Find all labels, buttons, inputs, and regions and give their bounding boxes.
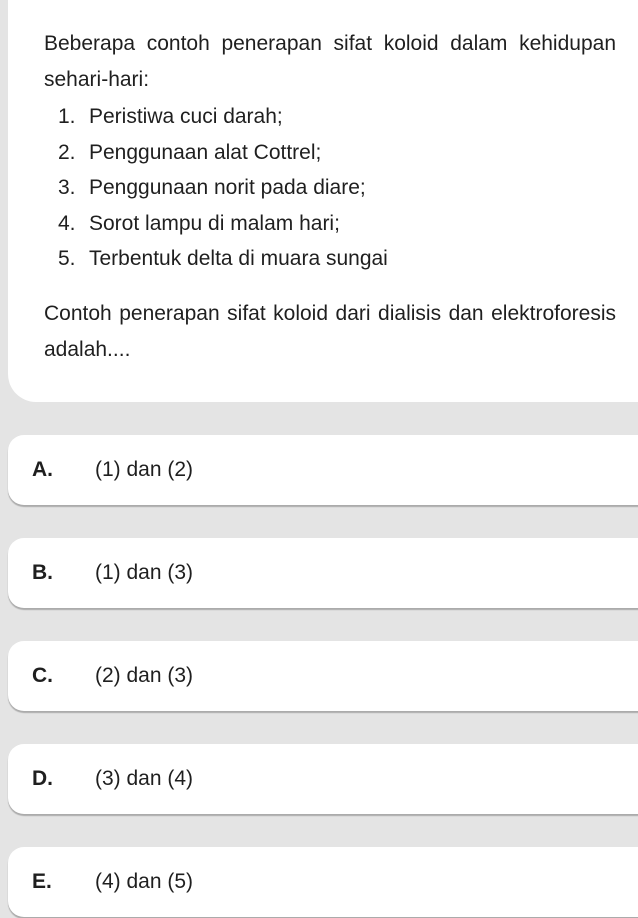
statement-list (58, 99, 388, 277)
statement-number: 2. (58, 140, 76, 164)
option-letter: E. (32, 870, 52, 893)
option-e-button[interactable] (8, 847, 638, 917)
statement-number: 3. (58, 176, 76, 199)
statement-text: Terbentuk delta di muara sungai (89, 247, 388, 270)
question-prompt: Contoh penerapan sifat koloid dari dialisis dan elektroforesis adalah.... (44, 302, 616, 361)
option-c-button[interactable] (8, 641, 638, 711)
option-a-button[interactable] (8, 435, 638, 505)
option-letter: A. (32, 458, 53, 481)
option-letter: D. (32, 767, 53, 790)
option-text: (3) dan (4) (95, 767, 194, 790)
statement-text: Penggunaan norit pada diare; (89, 176, 366, 199)
statement-number: 5. (58, 247, 76, 270)
statement-item (58, 135, 388, 171)
statement-item (58, 99, 388, 135)
option-text: (1) dan (2) (95, 458, 194, 481)
statement-item (58, 170, 388, 206)
option-letter: B. (32, 561, 53, 584)
question-intro: Beberapa contoh penerapan sifat koloid dalam kehidupan sehari-hari: (44, 32, 616, 91)
statement-item (58, 241, 388, 277)
statement-number: 1. (58, 105, 76, 128)
option-letter: C. (32, 664, 53, 687)
option-b-button[interactable] (8, 538, 638, 608)
statement-text: Peristiwa cuci darah; (89, 105, 283, 128)
option-text: (4) dan (5) (95, 870, 194, 893)
option-text: (2) dan (3) (95, 664, 194, 687)
option-text: (1) dan (3) (95, 561, 194, 584)
statement-number: 4. (58, 211, 76, 235)
statement-text: Sorot lampu di malam hari; (89, 211, 340, 235)
statement-item (58, 206, 388, 242)
option-d-button[interactable] (8, 744, 638, 814)
statement-text: Penggunaan alat Cottrel; (89, 140, 322, 164)
